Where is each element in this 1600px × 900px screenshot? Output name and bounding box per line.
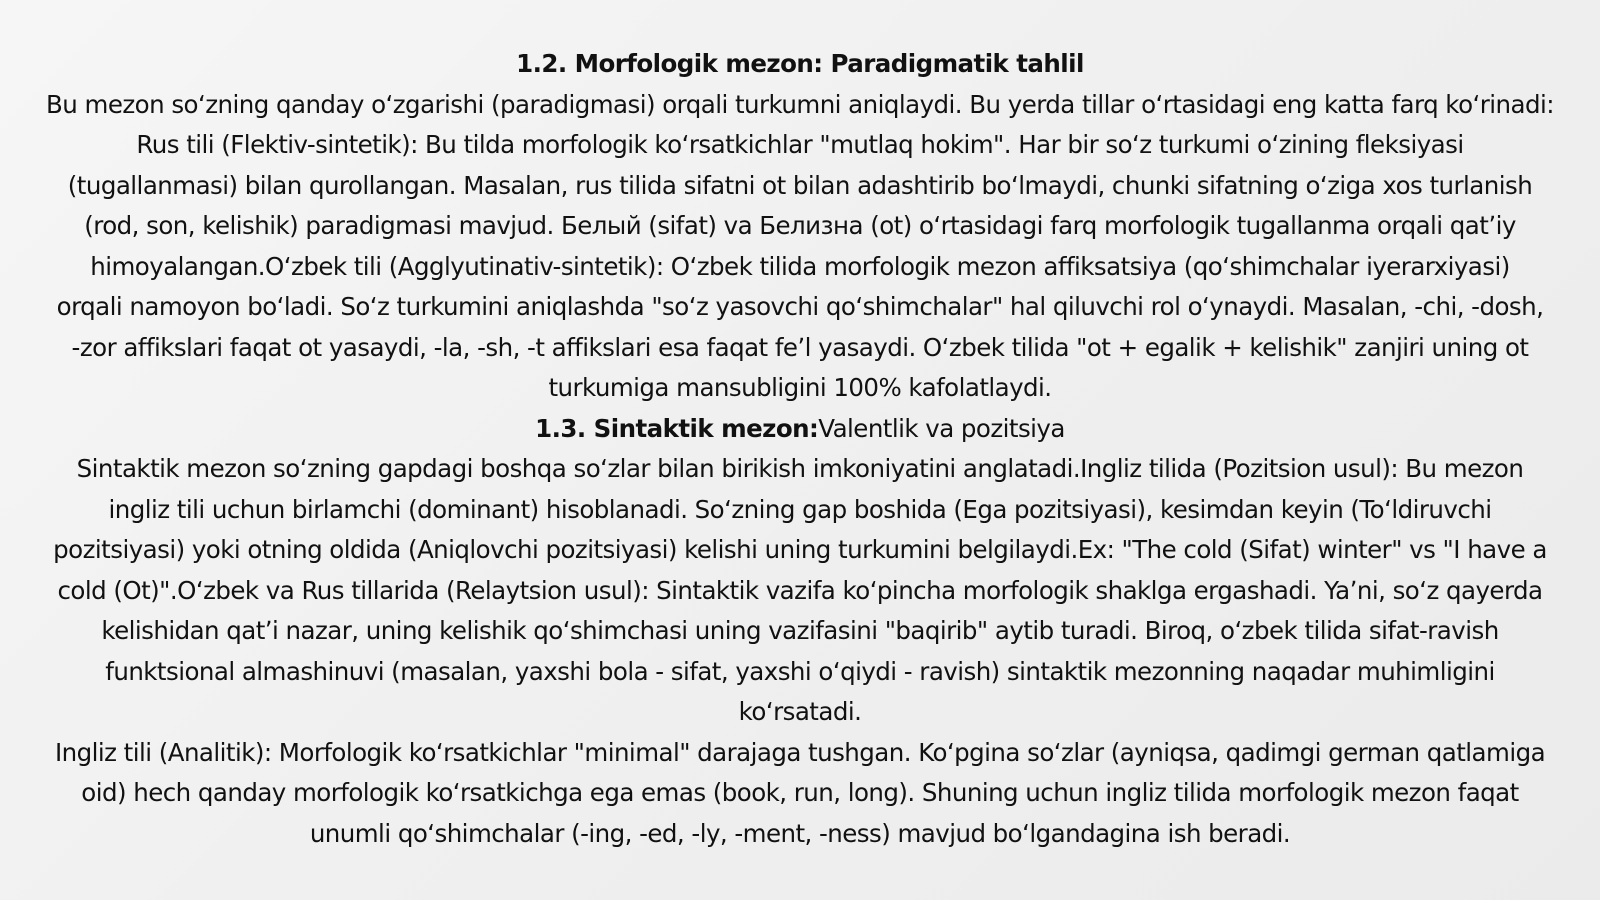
paragraph-line: turkumiga mansubligini 100% kafolatlaydi. [548, 373, 1052, 402]
paragraph-line: pozitsiyasi) yoki otning oldida (Aniqlovchi pozitsiyasi) kelishi uning turkumini belgilaydi.Ex: "The cold (Sifat) winter" vs "I have a [53, 535, 1547, 564]
section-heading-bold: 1.3. Sintaktik mezon: [535, 413, 819, 443]
paragraph-line: Ingliz tili (Analitik): Morfologik koʻrsatkichlar "minimal" darajaga tushgan. Koʻpgina soʻzlar (ayniqsa, qadimgi german qatlamiga [54, 737, 1546, 767]
paragraph-line: orqali namoyon boʻladi. Soʻz turkumini aniqlashda "soʻz yasovchi qoʻshimchalar" hal qiluvchi rol oʻynaydi. Masalan, -chi, -dosh, [56, 292, 1544, 321]
section-heading-plain: Valentlik va pozitsiya [818, 413, 1065, 443]
paragraph-line: (rod, son, kelishik) paradigmasi mavjud. Белый (sifat) va Белизна (ot) oʻrtasidagi farq morfologik tugallanma orqali qatʼiy [84, 211, 1516, 240]
paragraph-line: koʻrsatadi. [738, 697, 862, 726]
section-heading-morfologik [8, 44, 1592, 85]
paragraph-line: kelishidan qatʼi nazar, uning kelishik qoʻshimchasi uning vazifasini "baqirib" aytib turadi. Biroq, oʻzbek tilida sifat-ravish [101, 616, 1499, 645]
paragraph-line: -zor affikslari faqat ot yasaydi, -la, -sh, -t affikslari esa faqat feʼl yasaydi. Oʻzbek tilida "ot + egalik + kelishik" zanjiri uning ot [71, 332, 1529, 362]
paragraph-line: Rus tili (Flektiv-sintetik): Bu tilda morfologik koʻrsatkichlar "mutlaq hokim". Har bir soʻz turkumi oʻzining fleksiyasi [136, 130, 1464, 159]
paragraph-line: unumli qoʻshimchalar (-ing, -ed, -ly, -ment, -ness) mavjud boʻlgandagina ish beradi. [309, 818, 1291, 848]
paragraph-line: (tugallanmasi) bilan qurollangan. Masalan, rus tilida sifatni ot bilan adashtirib boʻlmaydi, chunki sifatning oʻziga xos turlanish [67, 170, 1533, 200]
paragraph-line: ingliz tili uchun birlamchi (dominant) hisoblanadi. Soʻzning gap boshida (Ega pozitsiyasi), kesimdan keyin (Toʻldiruvchi [108, 494, 1492, 524]
section-heading-bold: 1.2. Morfologik mezon: Paradigmatik tahlil [516, 49, 1084, 78]
paragraph-line: cold (Ot)".Oʻzbek va Rus tillarida (Relaytsion usul): Sintaktik vazifa koʻpincha morfologik shaklga ergashadi. Yaʼni, soʻz qayerda [57, 575, 1543, 605]
paragraph-line: himoyalangan.Oʻzbek tili (Agglyutinativ-sintetik): Oʻzbek tilida morfologik mezon affiksatsiya (qoʻshimchalar iyerarxiyasi) [90, 251, 1510, 281]
paragraph-line: funktsional almashinuvi (masalan, yaxshi bola - sifat, yaxshi oʻqiydi - ravish) sintaktik mezonning naqadar muhimligini [105, 656, 1495, 686]
paragraph-line: Sintaktik mezon soʻzning gapdagi boshqa soʻzlar bilan birikish imkoniyatini anglatadi.Ingliz tilida (Pozitsion usul): Bu mezon [76, 454, 1524, 483]
section-heading-sintaktik [8, 409, 1592, 450]
paragraph-line: oid) hech qanday morfologik koʻrsatkichga ega emas (book, run, long). Shuning uchun ingliz tilida morfologik mezon faqat [81, 778, 1519, 807]
paragraph-line: Bu mezon soʻzning qanday oʻzgarishi (paradigmasi) orqali turkumni aniqlaydi. Bu yerda tillar oʻrtasidagi eng katta farq koʻrinadi: [46, 89, 1554, 119]
